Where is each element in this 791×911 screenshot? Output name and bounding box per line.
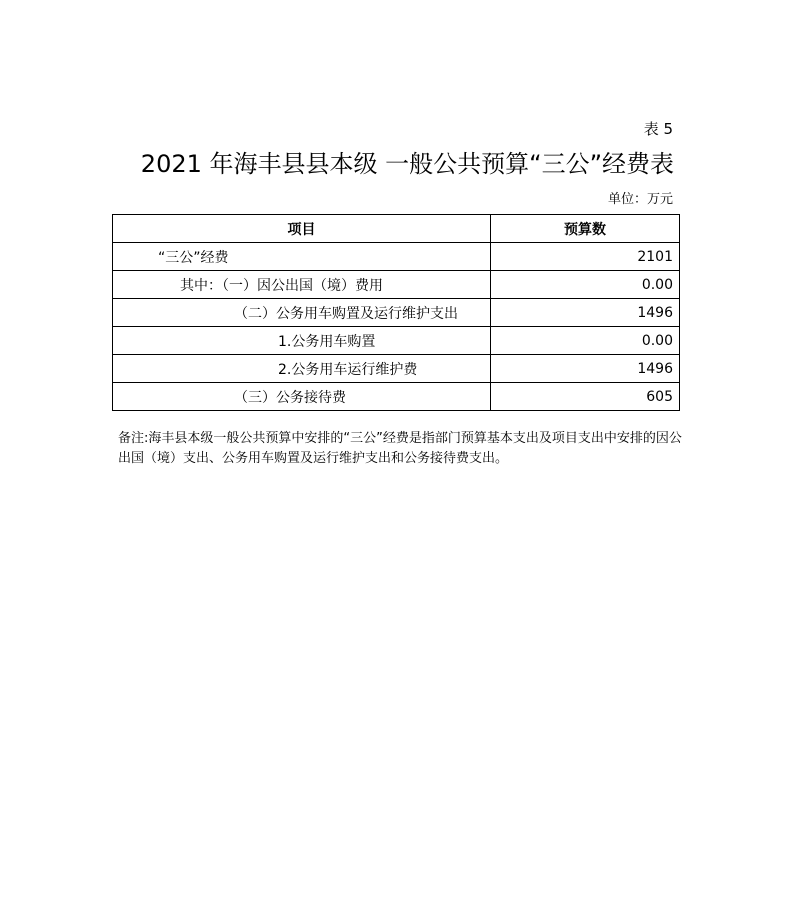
row-amount: 1496: [491, 355, 680, 383]
budget-table: [112, 214, 680, 411]
row-item-label: 其中：（一）因公出国（境）费用: [113, 271, 491, 299]
table-row: [113, 299, 680, 327]
table-row: [113, 355, 680, 383]
table-row: [113, 243, 680, 271]
footnote: 备注:海丰县本级一般公共预算中安排的“三公”经费是指部门预算基本支出及项目支出中安排的因公出国（境）支出、公务用车购置及运行维护支出和公务接待费支出。: [118, 431, 682, 466]
column-header-amount: 预算数: [491, 215, 680, 243]
row-amount: 0.00: [491, 327, 680, 355]
column-header-item: 项目: [113, 215, 491, 243]
row-item-label: （三）公务接待费: [113, 383, 491, 411]
row-amount: 1496: [491, 299, 680, 327]
table-row: [113, 271, 680, 299]
table-header-row: [113, 215, 680, 243]
row-amount: 0.00: [491, 271, 680, 299]
row-item-label: 1.公务用车购置: [113, 327, 491, 355]
page-title: 2021 年海丰县县本级 一般公共预算“三公”经费表: [140, 150, 674, 178]
row-amount: 605: [491, 383, 680, 411]
table-row: [113, 383, 680, 411]
row-amount: 2101: [491, 243, 680, 271]
table-row: [113, 327, 680, 355]
unit-label: 单位：万元: [607, 192, 673, 207]
table-number: 表 5: [643, 120, 673, 138]
row-item-label: （二）公务用车购置及运行维护支出: [113, 299, 491, 327]
row-item-label: 2.公务用车运行维护费: [113, 355, 491, 383]
row-item-label: “三公”经费: [113, 243, 491, 271]
